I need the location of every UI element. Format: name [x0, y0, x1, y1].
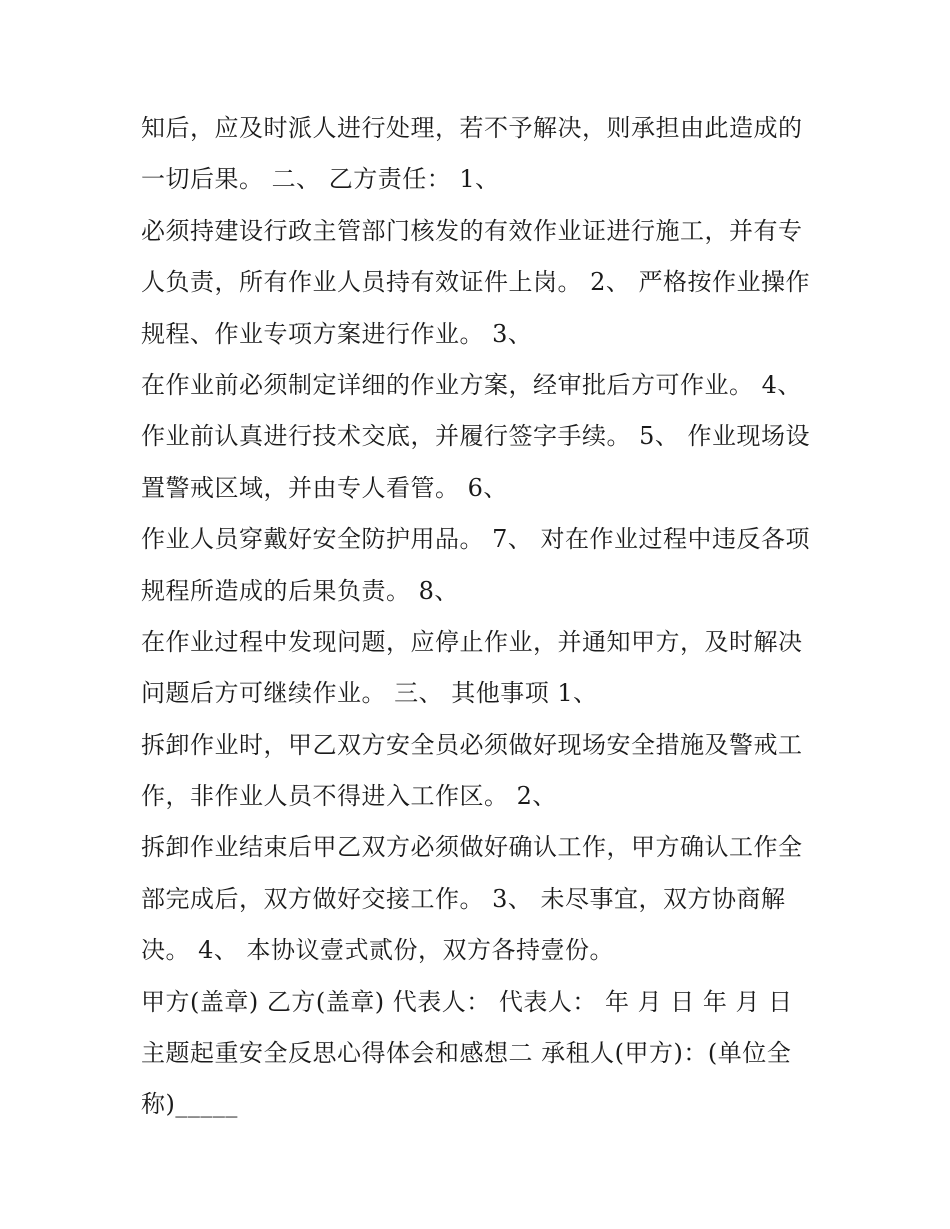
text-line: 必须持建设行政主管部门核发的有效作业证进行施工，并有专 — [141, 216, 803, 245]
text-line: 作业人员穿戴好安全防护用品。 7、 对在作业过程中违反各项 — [141, 525, 811, 554]
text-line: 主题起重安全反思心得体会和感想二 承租人(甲方)：(单位全 — [141, 1039, 792, 1068]
text-line: 一切后果。 二、 乙方责任： 1、 — [141, 165, 500, 194]
text-line: 称)_____ — [141, 1090, 238, 1119]
text-line: 人负责，所有作业人员持有效证件上岗。 2、 严格按作业操作 — [141, 268, 811, 297]
text-line: 拆卸作业时，甲乙双方安全员必须做好现场安全措施及警戒工 — [141, 730, 803, 759]
text-line: 拆卸作业结束后甲乙双方必须做好确认工作，甲方确认工作全 — [141, 833, 803, 862]
text-line: 作业前认真进行技术交底，并履行签字手续。 5、 作业现场设 — [141, 422, 811, 451]
text-line: 作，非作业人员不得进入工作区。 2、 — [141, 782, 557, 811]
text-line: 规程、作业专项方案进行作业。 3、 — [141, 319, 533, 348]
document-body — [141, 103, 821, 1131]
text-line: 置警戒区域，并由专人看管。 6、 — [141, 473, 508, 502]
text-line: 知后，应及时派人进行处理，若不予解决，则承担由此造成的 — [141, 114, 803, 142]
text-line: 规程所造成的后果负责。 8、 — [141, 576, 459, 605]
text-line: 问题后方可继续作业。 三、 其他事项 1、 — [141, 679, 598, 708]
text-line: 甲方(盖章) 乙方(盖章) 代表人： 代表人： 年 月 日 年 月 日 — [141, 987, 793, 1016]
text-line: 在作业过程中发现问题，应停止作业，并通知甲方，及时解决 — [141, 627, 803, 656]
text-line: 决。 4、 本协议壹式贰份，双方各持壹份。 — [141, 936, 615, 965]
text-line: 在作业前必须制定详细的作业方案，经审批后方可作业。 4、 — [141, 370, 802, 399]
text-line: 部完成后，双方做好交接工作。 3、 未尽事宜，双方协商解 — [141, 884, 786, 913]
